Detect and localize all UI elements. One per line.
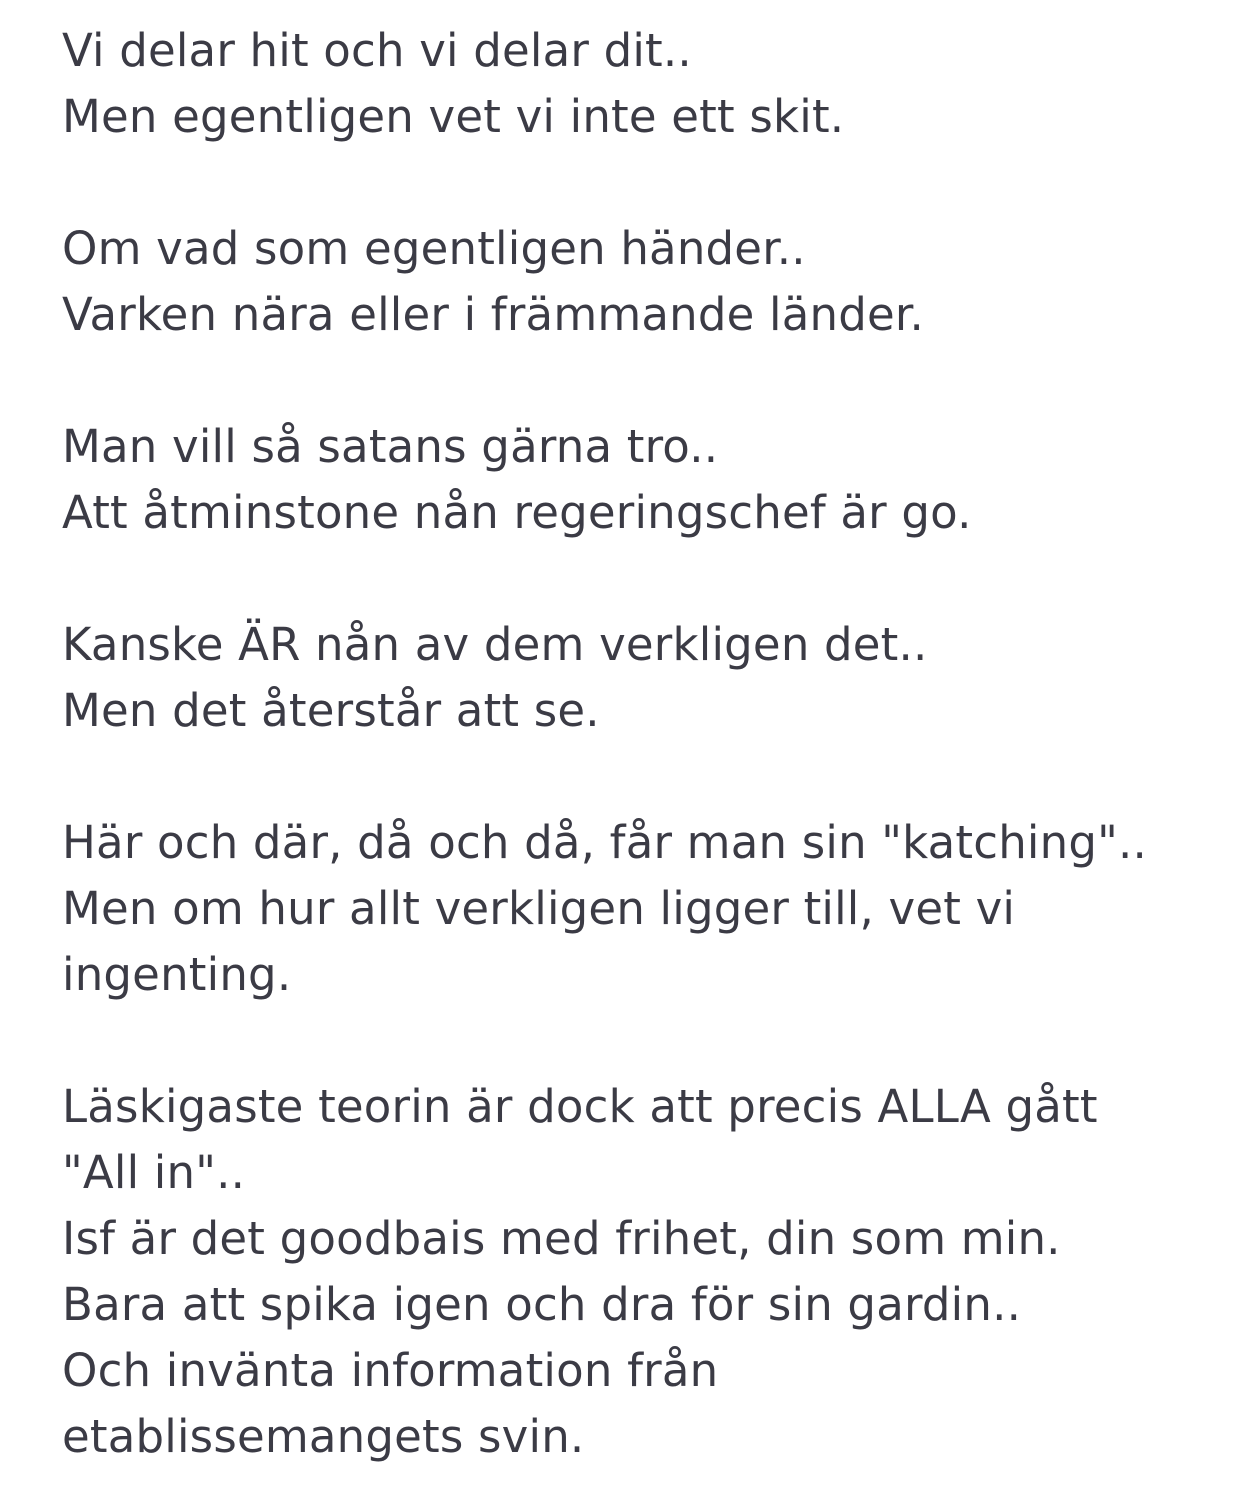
poem-line: etablissemangets svin. (62, 1410, 585, 1463)
stanza (62, 612, 1212, 744)
poem-line: Vi delar hit och vi delar dit.. (62, 24, 692, 77)
poem-line: Man vill så satans gärna tro.. (62, 420, 719, 473)
poem-line: Kanske ÄR nån av dem verkligen det.. (62, 618, 928, 671)
poem-line: Läskigaste teorin är dock att precis ALLA gått (62, 1080, 1098, 1133)
stanza (62, 216, 1212, 348)
stanza (62, 1074, 1212, 1470)
stanza (62, 414, 1212, 546)
poem-line: Men det återstår att se. (62, 684, 600, 737)
stanza (62, 810, 1212, 1008)
poem-text (62, 18, 1212, 1470)
poem-line: Men egentligen vet vi inte ett skit. (62, 90, 845, 143)
poem-line: Att åtminstone nån regeringschef är go. (62, 486, 972, 539)
poem-line: Varken nära eller i främmande länder. (62, 288, 924, 341)
poem-line: "All in".. (62, 1146, 246, 1199)
poem-line: Och invänta information från (62, 1344, 719, 1397)
poem-line: Isf är det goodbais med frihet, din som min. (62, 1212, 1061, 1265)
poem-line: Om vad som egentligen händer.. (62, 222, 806, 275)
poem-line: Men om hur allt verkligen ligger till, vet vi (62, 882, 1016, 935)
poem-line: ingenting. (62, 948, 292, 1001)
poem-line: Bara att spika igen och dra för sin gardin.. (62, 1278, 1022, 1331)
poem-line: Här och där, då och då, får man sin "katching".. (62, 816, 1148, 869)
stanza (62, 18, 1212, 150)
